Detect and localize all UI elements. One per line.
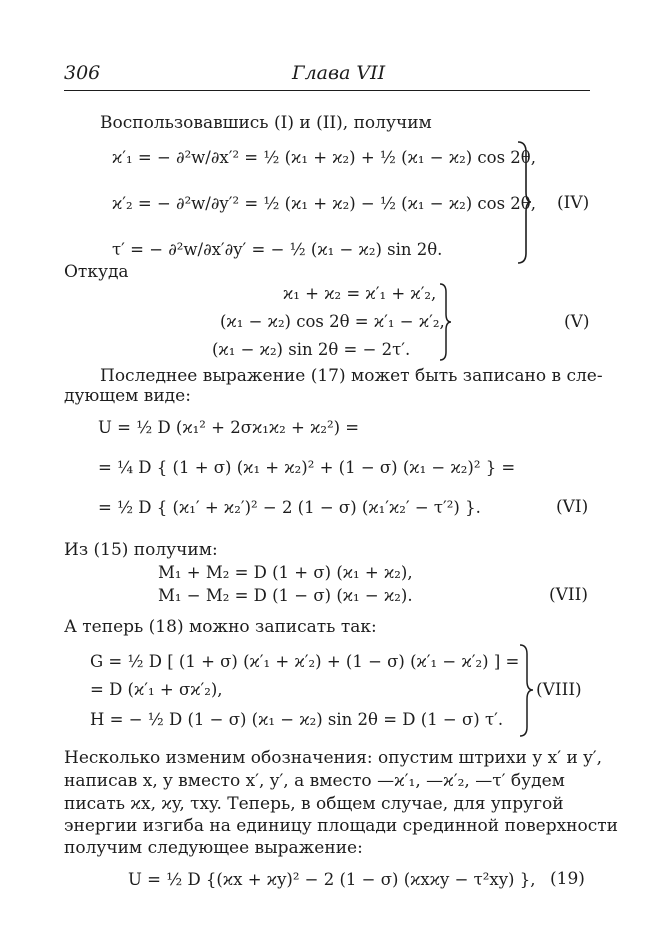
equation-vii-line-1: M₁ + M₂ = D (1 + σ) (ϰ₁ + ϰ₂), (158, 563, 413, 582)
otkuda-text: Откуда (64, 262, 129, 282)
notation-paragraph-line-4: энергии изгиба на единицу площади срединной поверхности (64, 816, 618, 836)
equation-vii-line-2: M₁ − M₂ = D (1 − σ) (ϰ₁ − ϰ₂). (158, 586, 413, 605)
equation-viii-tag: (VIII) (536, 680, 582, 700)
equation-v-tag: (V) (564, 312, 590, 332)
notation-paragraph-line-1: Несколько изменим обозначения: опустим штрихи у x′ и y′, (64, 748, 603, 768)
equation-v-line-2: (ϰ₁ − ϰ₂) cos 2θ = ϰ′₁ − ϰ′₂, (220, 312, 445, 331)
equation-viii-line-2: = D (ϰ′₁ + σϰ′₂), (90, 680, 223, 699)
paragraph-last-expression-line-2: дующем виде: (64, 386, 191, 406)
paragraph-now-18: А теперь (18) можно записать так: (64, 617, 377, 637)
equation-viii-line-3: H = − ½ D (1 − σ) (ϰ₁ − ϰ₂) sin 2θ = D (1 − σ) τ′. (90, 710, 504, 729)
intro-paragraph: Воспользовавшись (I) и (II), получим (100, 113, 432, 133)
equation-v-brace (438, 282, 452, 362)
page-number: 306 (64, 62, 101, 84)
equation-v-line-1: ϰ₁ + ϰ₂ = ϰ′₁ + ϰ′₂, (283, 284, 437, 303)
equation-v-line-3: (ϰ₁ − ϰ₂) sin 2θ = − 2τ′. (212, 340, 411, 359)
header-rule (64, 90, 590, 91)
notation-paragraph-line-3: писать ϰx, ϰy, τxy. Теперь, в общем случае, для упругой (64, 794, 564, 814)
equation-iv-tag: (IV) (557, 193, 590, 213)
paragraph-from-15: Из (15) получим: (64, 540, 218, 560)
equation-19-tag: (19) (550, 869, 585, 889)
equation-vi-line-3: = ½ D { (ϰ₁′ + ϰ₂′)² − 2 (1 − σ) (ϰ₁′ϰ₂′ − τ′²) }. (98, 498, 481, 517)
equation-iv-line-3: τ′ = − ∂²w/∂x′∂y′ = − ½ (ϰ₁ − ϰ₂) sin 2θ. (112, 240, 443, 259)
chapter-title: Глава VII (292, 62, 386, 84)
notation-paragraph-line-2: написав x, y вместо x′, y′, а вместо —ϰ′₁, —ϰ′₂, —τ′ будем (64, 771, 565, 791)
equation-vi-tag: (VI) (556, 497, 589, 517)
equation-19-line: U = ½ D {(ϰx + ϰy)² − 2 (1 − σ) (ϰxϰy − τ²xy) }, (128, 870, 536, 889)
notation-paragraph-line-5: получим следующее выражение: (64, 838, 363, 858)
equation-vii-tag: (VII) (549, 585, 588, 605)
equation-vi-line-1: U = ½ D (ϰ₁² + 2σϰ₁ϰ₂ + ϰ₂²) = (98, 418, 360, 437)
equation-iv-brace (516, 140, 532, 265)
paragraph-last-expression-line-1: Последнее выражение (17) может быть записано в сле- (100, 366, 603, 386)
equation-viii-brace (518, 643, 534, 738)
equation-iv-line-1: ϰ′₁ = − ∂²w/∂x′² = ½ (ϰ₁ + ϰ₂) + ½ (ϰ₁ − ϰ₂) cos 2θ, (112, 148, 536, 167)
equation-iv-line-2: ϰ′₂ = − ∂²w/∂y′² = ½ (ϰ₁ + ϰ₂) − ½ (ϰ₁ − ϰ₂) cos 2θ, (112, 194, 536, 213)
equation-vi-line-2: = ¼ D { (1 + σ) (ϰ₁ + ϰ₂)² + (1 − σ) (ϰ₁ − ϰ₂)² } = (98, 458, 516, 477)
equation-viii-line-1: G = ½ D [ (1 + σ) (ϰ′₁ + ϰ′₂) + (1 − σ) (ϰ′₁ − ϰ′₂) ] = (90, 652, 520, 671)
